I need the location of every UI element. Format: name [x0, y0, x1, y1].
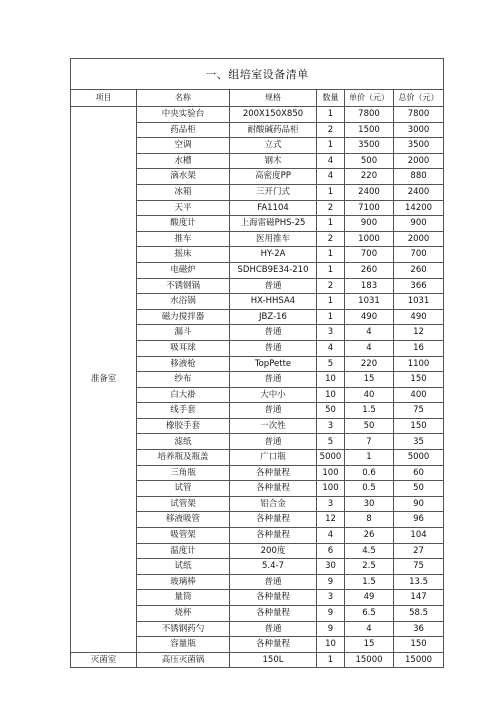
- item-unit-price: 700: [345, 247, 394, 263]
- item-spec: FA1104: [230, 200, 317, 216]
- item-unit-price: 1500: [345, 122, 394, 138]
- item-unit-price: 15: [345, 637, 394, 653]
- item-name: 空调: [137, 138, 230, 154]
- category-cell: 准备室: [71, 107, 137, 653]
- item-name: 磁力搅拌器: [137, 309, 230, 325]
- item-spec: 铝合金: [230, 496, 317, 512]
- item-quantity: 1: [317, 216, 345, 232]
- item-name: 烧杯: [137, 606, 230, 622]
- item-name: 电磁炉: [137, 262, 230, 278]
- item-spec: HY-2A: [230, 247, 317, 263]
- item-total-price: 1031: [394, 294, 444, 310]
- item-spec: 普通: [230, 621, 317, 637]
- header-spec: 规格: [230, 90, 317, 107]
- item-spec: HX-HHSA4: [230, 294, 317, 310]
- item-spec: 高密度PP: [230, 169, 317, 185]
- item-quantity: 30: [317, 559, 345, 575]
- item-total-price: 490: [394, 309, 444, 325]
- item-name: 培养瓶及瓶盖: [137, 450, 230, 466]
- item-unit-price: 4: [345, 621, 394, 637]
- item-total-price: 75: [394, 559, 444, 575]
- item-name: 漏斗: [137, 325, 230, 341]
- item-total-price: 60: [394, 465, 444, 481]
- item-quantity: 1: [317, 294, 345, 310]
- item-unit-price: 1000: [345, 231, 394, 247]
- item-quantity: 4: [317, 528, 345, 544]
- item-quantity: 5: [317, 356, 345, 372]
- item-spec: 各种量程: [230, 606, 317, 622]
- item-name: 酸度计: [137, 216, 230, 232]
- item-total-price: 880: [394, 169, 444, 185]
- item-quantity: 3: [317, 590, 345, 606]
- item-quantity: 9: [317, 606, 345, 622]
- item-unit-price: 220: [345, 169, 394, 185]
- item-total-price: 150: [394, 372, 444, 388]
- header-category: 项目: [71, 90, 137, 107]
- equipment-table: [70, 58, 444, 668]
- item-spec: 普通: [230, 372, 317, 388]
- item-unit-price: 15000: [345, 652, 394, 668]
- item-total-price: 104: [394, 528, 444, 544]
- item-spec: 医用推车: [230, 231, 317, 247]
- item-unit-price: 50: [345, 418, 394, 434]
- item-quantity: 1: [317, 107, 345, 123]
- item-total-price: 3500: [394, 138, 444, 154]
- item-quantity: 9: [317, 574, 345, 590]
- item-total-price: 75: [394, 403, 444, 419]
- item-quantity: 1: [317, 652, 345, 668]
- item-quantity: 4: [317, 340, 345, 356]
- item-unit-price: 0.6: [345, 465, 394, 481]
- item-unit-price: 4: [345, 340, 394, 356]
- item-quantity: 10: [317, 387, 345, 403]
- item-name: 线手套: [137, 403, 230, 419]
- item-quantity: 6: [317, 543, 345, 559]
- item-spec: 广口瓶: [230, 450, 317, 466]
- item-quantity: 9: [317, 621, 345, 637]
- item-spec: 普通: [230, 403, 317, 419]
- item-total-price: 12: [394, 325, 444, 341]
- item-unit-price: 500: [345, 153, 394, 169]
- item-total-price: 13.5: [394, 574, 444, 590]
- item-spec: JBZ-16: [230, 309, 317, 325]
- item-unit-price: 7100: [345, 200, 394, 216]
- item-total-price: 1100: [394, 356, 444, 372]
- item-name: 中央实验台: [137, 107, 230, 123]
- item-quantity: 10: [317, 372, 345, 388]
- item-unit-price: 2.5: [345, 559, 394, 575]
- item-name: 白大褂: [137, 387, 230, 403]
- item-spec: 各种量程: [230, 637, 317, 653]
- item-total-price: 96: [394, 512, 444, 528]
- table-title: 一、组培室设备清单: [71, 59, 444, 90]
- item-name: 高压灭菌锅: [137, 652, 230, 668]
- item-total-price: 700: [394, 247, 444, 263]
- item-spec: 各种量程: [230, 512, 317, 528]
- item-unit-price: 4: [345, 325, 394, 341]
- item-total-price: 5000: [394, 450, 444, 466]
- item-quantity: 5000: [317, 450, 345, 466]
- item-name: 推车: [137, 231, 230, 247]
- table-row: [71, 652, 444, 668]
- item-spec: 三开门式: [230, 184, 317, 200]
- item-quantity: 2: [317, 231, 345, 247]
- item-name: 移液枪: [137, 356, 230, 372]
- header-total-price: 总价（元）: [394, 90, 444, 107]
- item-total-price: 35: [394, 434, 444, 450]
- item-total-price: 15000: [394, 652, 444, 668]
- item-unit-price: 0.5: [345, 481, 394, 497]
- item-name: 吸管架: [137, 528, 230, 544]
- item-total-price: 27: [394, 543, 444, 559]
- item-unit-price: 1.5: [345, 403, 394, 419]
- item-quantity: 3: [317, 496, 345, 512]
- item-name: 试管: [137, 481, 230, 497]
- item-name: 橡胶手套: [137, 418, 230, 434]
- item-spec: 上海雷磁PHS-25: [230, 216, 317, 232]
- header-quantity: 数量: [317, 90, 345, 107]
- item-quantity: 4: [317, 169, 345, 185]
- item-unit-price: 490: [345, 309, 394, 325]
- item-quantity: 1: [317, 247, 345, 263]
- item-quantity: 4: [317, 153, 345, 169]
- item-total-price: 900: [394, 216, 444, 232]
- table-row: [71, 107, 444, 123]
- item-spec: 150L: [230, 652, 317, 668]
- item-total-price: 7800: [394, 107, 444, 123]
- item-spec: 各种量程: [230, 465, 317, 481]
- item-total-price: 2000: [394, 231, 444, 247]
- item-spec: 普通: [230, 278, 317, 294]
- item-name: 试管架: [137, 496, 230, 512]
- item-name: 玻璃棒: [137, 574, 230, 590]
- item-unit-price: 1: [345, 450, 394, 466]
- header-name: 名称: [137, 90, 230, 107]
- item-name: 移液吸管: [137, 512, 230, 528]
- item-name: 量筒: [137, 590, 230, 606]
- item-unit-price: 2400: [345, 184, 394, 200]
- item-unit-price: 7800: [345, 107, 394, 123]
- item-spec: 各种量程: [230, 481, 317, 497]
- item-name: 容量瓶: [137, 637, 230, 653]
- item-unit-price: 900: [345, 216, 394, 232]
- item-quantity: 1: [317, 184, 345, 200]
- item-total-price: 150: [394, 637, 444, 653]
- item-spec: 普通: [230, 340, 317, 356]
- item-total-price: 2400: [394, 184, 444, 200]
- item-quantity: 2: [317, 200, 345, 216]
- item-spec: 5.4-7: [230, 559, 317, 575]
- item-name: 冰箱: [137, 184, 230, 200]
- item-spec: TopPette: [230, 356, 317, 372]
- item-total-price: 2000: [394, 153, 444, 169]
- item-quantity: 1: [317, 138, 345, 154]
- item-total-price: 150: [394, 418, 444, 434]
- item-spec: 普通: [230, 325, 317, 341]
- item-unit-price: 1031: [345, 294, 394, 310]
- item-total-price: 3000: [394, 122, 444, 138]
- item-spec: 大中小: [230, 387, 317, 403]
- item-name: 滤纸: [137, 434, 230, 450]
- item-unit-price: 183: [345, 278, 394, 294]
- item-unit-price: 40: [345, 387, 394, 403]
- item-unit-price: 26: [345, 528, 394, 544]
- item-spec: 一次性: [230, 418, 317, 434]
- item-unit-price: 7: [345, 434, 394, 450]
- item-unit-price: 3500: [345, 138, 394, 154]
- item-name: 摇床: [137, 247, 230, 263]
- item-quantity: 2: [317, 122, 345, 138]
- item-name: 不锈钢锅: [137, 278, 230, 294]
- item-name: 水槽: [137, 153, 230, 169]
- header-row: [71, 90, 444, 107]
- item-name: 药品柜: [137, 122, 230, 138]
- item-quantity: 12: [317, 512, 345, 528]
- item-total-price: 90: [394, 496, 444, 512]
- item-spec: 钢木: [230, 153, 317, 169]
- item-unit-price: 6.5: [345, 606, 394, 622]
- item-quantity: 50: [317, 403, 345, 419]
- item-total-price: 260: [394, 262, 444, 278]
- item-name: 水浴锅: [137, 294, 230, 310]
- item-quantity: 3: [317, 325, 345, 341]
- item-total-price: 14200: [394, 200, 444, 216]
- item-total-price: 400: [394, 387, 444, 403]
- item-quantity: 3: [317, 418, 345, 434]
- item-name: 不锈钢药勺: [137, 621, 230, 637]
- item-total-price: 147: [394, 590, 444, 606]
- item-name: 吸耳球: [137, 340, 230, 356]
- item-unit-price: 49: [345, 590, 394, 606]
- item-quantity: 100: [317, 465, 345, 481]
- item-name: 试纸: [137, 559, 230, 575]
- item-quantity: 5: [317, 434, 345, 450]
- item-unit-price: 4.5: [345, 543, 394, 559]
- item-total-price: 50: [394, 481, 444, 497]
- item-unit-price: 1.5: [345, 574, 394, 590]
- item-quantity: 1: [317, 262, 345, 278]
- item-spec: 普通: [230, 574, 317, 590]
- item-spec: 各种量程: [230, 528, 317, 544]
- item-unit-price: 30: [345, 496, 394, 512]
- item-total-price: 366: [394, 278, 444, 294]
- item-name: 温度计: [137, 543, 230, 559]
- item-quantity: 1: [317, 309, 345, 325]
- header-unit-price: 单价（元）: [345, 90, 394, 107]
- item-spec: 200度: [230, 543, 317, 559]
- item-unit-price: 15: [345, 372, 394, 388]
- item-total-price: 16: [394, 340, 444, 356]
- item-unit-price: 260: [345, 262, 394, 278]
- item-total-price: 36: [394, 621, 444, 637]
- table-body: [71, 107, 444, 668]
- item-quantity: 100: [317, 481, 345, 497]
- item-spec: 普通: [230, 434, 317, 450]
- item-spec: SDHCB9E34-210: [230, 262, 317, 278]
- item-quantity: 10: [317, 637, 345, 653]
- item-name: 三角瓶: [137, 465, 230, 481]
- item-total-price: 58.5: [394, 606, 444, 622]
- item-quantity: 2: [317, 278, 345, 294]
- item-unit-price: 8: [345, 512, 394, 528]
- item-name: 滴水架: [137, 169, 230, 185]
- item-name: 天平: [137, 200, 230, 216]
- item-spec: 各种量程: [230, 590, 317, 606]
- item-name: 纱布: [137, 372, 230, 388]
- category-cell: 灭菌室: [71, 652, 137, 668]
- item-spec: 立式: [230, 138, 317, 154]
- item-spec: 200X150X850: [230, 107, 317, 123]
- item-spec: 耐酸碱药品柜: [230, 122, 317, 138]
- item-unit-price: 220: [345, 356, 394, 372]
